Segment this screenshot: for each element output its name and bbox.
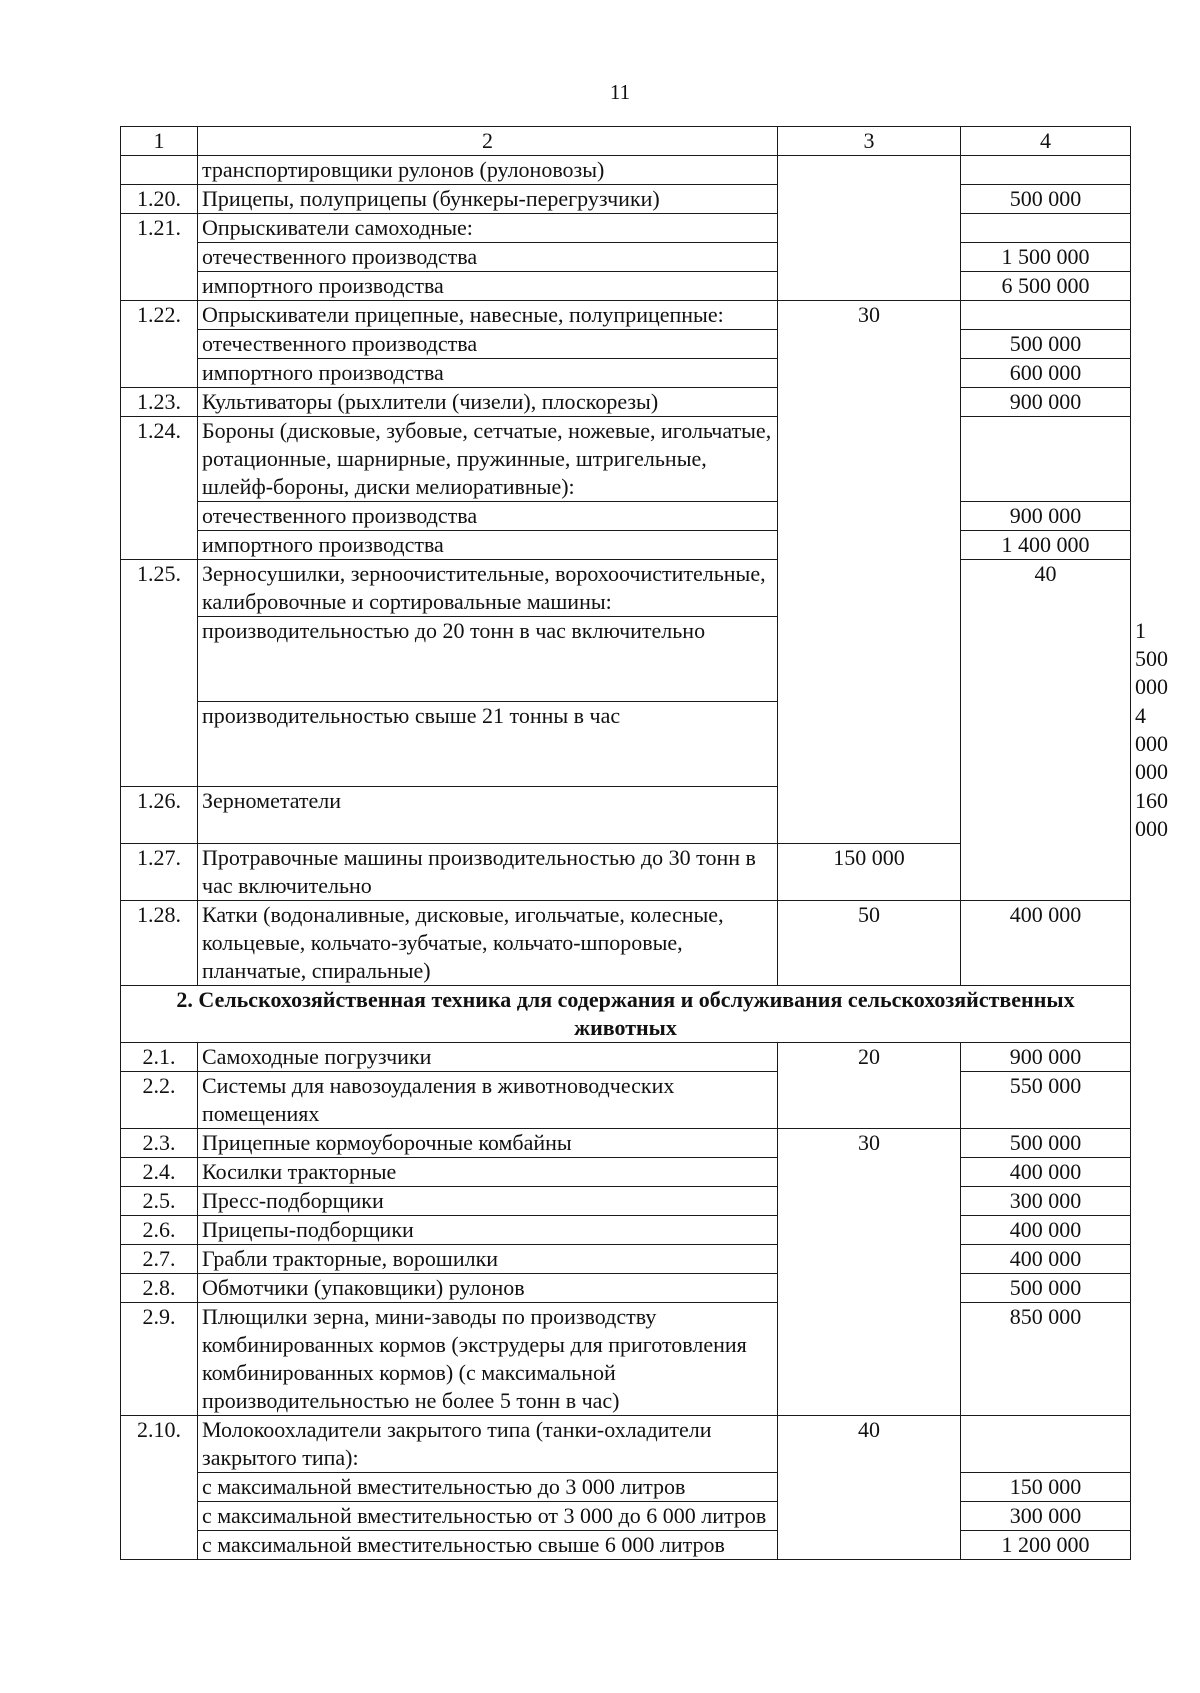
row-number: 2.4.	[121, 1158, 198, 1187]
table-row	[121, 243, 1131, 272]
row-number: 1.27.	[121, 844, 198, 901]
row-name: с максимальной вместительностью от 3 000 до 6 000 литров	[198, 1502, 778, 1531]
percent-cell: 30	[778, 301, 961, 844]
row-price: 150 000	[961, 1473, 1131, 1502]
row-price	[961, 156, 1131, 185]
row-name: Плющилки зерна, мини-заводы по производству комбинированных кормов (экструдеры для приготовления комбинированных кормов) (с максимальной производительностью не более 5 тонн в час)	[198, 1303, 778, 1416]
table-row	[121, 560, 1131, 617]
row-number: 2.2.	[121, 1072, 198, 1129]
row-name: импортного производства	[198, 531, 778, 560]
section-title: 2. Сельскохозяйственная техника для содержания и обслуживания сельскохозяйственных животных	[121, 986, 1131, 1043]
row-name: отечественного производства	[198, 243, 778, 272]
row-name: Прицепные кормоуборочные комбайны	[198, 1129, 778, 1158]
row-name: Пресс-подборщики	[198, 1187, 778, 1216]
table-row	[121, 1187, 1131, 1216]
row-price: 300 000	[961, 1187, 1131, 1216]
row-number: 1.21.	[121, 214, 198, 301]
row-price: 500 000	[961, 330, 1131, 359]
row-price: 500 000	[961, 1274, 1131, 1303]
table-row	[121, 214, 1131, 243]
row-name: Бороны (дисковые, зубовые, сетчатые, ножевые, игольчатые, ротационные, шарнирные, пружинные, штригельные, шлейф-бороны, диски мелиоративные):	[198, 417, 778, 502]
row-name: производительностью до 20 тонн в час включительно	[198, 617, 778, 702]
row-number: 1.25.	[121, 560, 198, 787]
table-row	[121, 1216, 1131, 1245]
row-name: Молокоохладители закрытого типа (танки-охладители закрытого типа):	[198, 1416, 778, 1473]
row-name: Культиваторы (рыхлители (чизели), плоскорезы)	[198, 388, 778, 417]
table-row	[121, 1129, 1131, 1158]
row-price: 900 000	[961, 388, 1131, 417]
row-name: Системы для навозоудаления в животноводческих помещениях	[198, 1072, 778, 1129]
row-name: транспортировщики рулонов (рулоновозы)	[198, 156, 778, 185]
row-number	[121, 156, 198, 185]
row-number: 1.22.	[121, 301, 198, 388]
row-name: производительностью свыше 21 тонны в час	[198, 702, 778, 787]
table-row	[121, 531, 1131, 560]
row-number: 1.28.	[121, 901, 198, 986]
row-name: Зернометатели	[198, 787, 778, 844]
table-row	[121, 1531, 1131, 1560]
table-row	[121, 1502, 1131, 1531]
header-cell-1: 1	[121, 127, 198, 156]
row-number: 2.8.	[121, 1274, 198, 1303]
percent-cell: 20	[778, 1043, 961, 1129]
table-row	[121, 359, 1131, 388]
table-row	[121, 1043, 1131, 1072]
percent-cell: 40	[961, 560, 1131, 901]
percent-cell: 40	[778, 1416, 961, 1560]
row-name: отечественного производства	[198, 502, 778, 531]
table-row: 1.26. Зернометатели 160 000	[121, 787, 1131, 844]
percent-cell	[778, 156, 961, 301]
page-number: 11	[609, 80, 631, 104]
table-row	[121, 1473, 1131, 1502]
table-row	[121, 388, 1131, 417]
table-row	[121, 272, 1131, 301]
row-name: Опрыскиватели прицепные, навесные, полуприцепные:	[198, 301, 778, 330]
row-price: 400 000	[961, 1245, 1131, 1274]
row-price: 150 000	[778, 844, 961, 901]
table-row	[121, 1072, 1131, 1129]
row-name: отечественного производства	[198, 330, 778, 359]
header-row	[121, 127, 1131, 156]
table-row	[121, 1416, 1131, 1473]
header-cell-2: 2	[198, 127, 778, 156]
row-price: 500 000	[961, 185, 1131, 214]
row-number: 1.20.	[121, 185, 198, 214]
row-price: 1 200 000	[961, 1531, 1131, 1560]
table-row	[121, 301, 1131, 330]
row-number: 2.1.	[121, 1043, 198, 1072]
table-row	[121, 330, 1131, 359]
row-price: 850 000	[961, 1303, 1131, 1416]
header-cell-4: 4	[961, 127, 1131, 156]
row-name: Обмотчики (упаковщики) рулонов	[198, 1274, 778, 1303]
row-name: Опрыскиватели самоходные:	[198, 214, 778, 243]
row-price: 400 000	[961, 901, 1131, 986]
table-row	[121, 156, 1131, 185]
row-price: 600 000	[961, 359, 1131, 388]
row-number: 2.3.	[121, 1129, 198, 1158]
row-price: 900 000	[961, 1043, 1131, 1072]
row-price: 550 000	[961, 1072, 1131, 1129]
table-row	[121, 1274, 1131, 1303]
row-number: 2.10.	[121, 1416, 198, 1560]
table-row	[121, 1245, 1131, 1274]
row-price: 400 000	[961, 1216, 1131, 1245]
percent-cell: 50	[778, 901, 961, 986]
row-price	[961, 1416, 1131, 1473]
row-name: Грабли тракторные, ворошилки	[198, 1245, 778, 1274]
row-price: 400 000	[961, 1158, 1131, 1187]
row-number: 2.7.	[121, 1245, 198, 1274]
row-price: 900 000	[961, 502, 1131, 531]
row-number: 2.5.	[121, 1187, 198, 1216]
header-cell-3: 3	[778, 127, 961, 156]
table-row: производительностью до 20 тонн в час включительно 1 500 000	[121, 617, 1131, 702]
row-name: с максимальной вместительностью до 3 000 литров	[198, 1473, 778, 1502]
row-number: 1.26.	[121, 787, 198, 844]
row-name: Зерносушилки, зерноочистительные, ворохоочистительные, калибровочные и сортировальные машины:	[198, 560, 778, 617]
row-price: 6 500 000	[961, 272, 1131, 301]
table-row	[121, 1158, 1131, 1187]
row-price	[961, 301, 1131, 330]
table-row	[121, 901, 1131, 986]
row-price	[961, 214, 1131, 243]
row-name: Протравочные машины производительностью до 30 тонн в час включительно	[198, 844, 778, 901]
table-row	[121, 502, 1131, 531]
row-name: импортного производства	[198, 272, 778, 301]
row-name: Прицепы, полуприцепы (бункеры-перегрузчики)	[198, 185, 778, 214]
row-price: 300 000	[961, 1502, 1131, 1531]
section-heading-row	[121, 986, 1131, 1043]
row-name: с максимальной вместительностью свыше 6 000 литров	[198, 1531, 778, 1560]
table-row	[121, 417, 1131, 502]
row-name: Косилки тракторные	[198, 1158, 778, 1187]
row-name: импортного производства	[198, 359, 778, 388]
row-number: 1.24.	[121, 417, 198, 560]
row-name: Самоходные погрузчики	[198, 1043, 778, 1072]
equipment-table	[120, 126, 1168, 1560]
percent-cell: 30	[778, 1129, 961, 1416]
table-row	[121, 1303, 1131, 1416]
table-row: производительностью свыше 21 тонны в час 4 000 000	[121, 702, 1131, 787]
table-row	[121, 185, 1131, 214]
row-number: 2.6.	[121, 1216, 198, 1245]
row-price: 1 400 000	[961, 531, 1131, 560]
row-price	[961, 417, 1131, 502]
row-number: 2.9.	[121, 1303, 198, 1416]
row-price: 500 000	[961, 1129, 1131, 1158]
row-name: Прицепы-подборщики	[198, 1216, 778, 1245]
row-name: Катки (водоналивные, дисковые, игольчатые, колесные, кольцевые, кольчато-зубчатые, кольчато-шпоровые, планчатые, спиральные)	[198, 901, 778, 986]
row-price: 1 500 000	[961, 243, 1131, 272]
row-number: 1.23.	[121, 388, 198, 417]
